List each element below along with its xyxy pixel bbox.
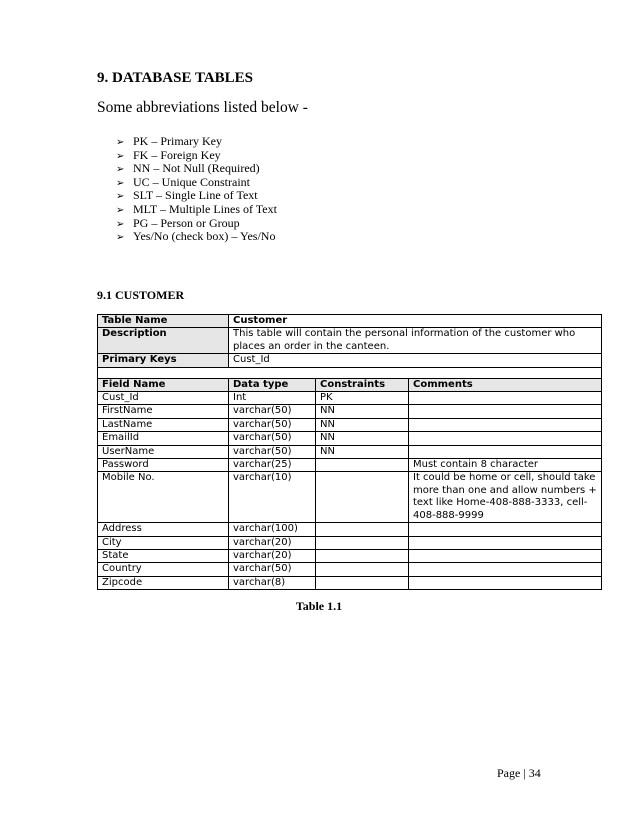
table-row (98, 576, 602, 589)
table-cell: varchar(20) (229, 536, 316, 549)
arrow-bullet-icon: ➢ (116, 137, 125, 148)
table-cell (316, 459, 409, 472)
table-row (98, 392, 602, 405)
table-cell (409, 432, 602, 445)
spacer-cell (98, 367, 602, 378)
table-cell (409, 445, 602, 458)
table-cell (409, 563, 602, 576)
meta-value: Cust_Id (229, 354, 602, 367)
abbreviation-text: PK – Primary Key (133, 134, 222, 148)
column-header: Constraints (316, 378, 409, 391)
table-cell (409, 418, 602, 431)
table-caption: Table 1.1 (295, 599, 343, 613)
table-row (98, 432, 602, 445)
table-cell (316, 472, 409, 523)
meta-label: Primary Keys (98, 354, 229, 367)
abbreviation-text: MLT – Multiple Lines of Text (133, 201, 277, 216)
table-cell: varchar(50) (229, 445, 316, 458)
table-cell: varchar(25) (229, 459, 316, 472)
meta-label: Table Name (98, 315, 229, 328)
table-cell (316, 523, 409, 536)
subsection-title: 9.1 CUSTOMER (97, 288, 185, 302)
table-cell: Zipcode (98, 576, 229, 589)
table-cell: varchar(50) (229, 432, 316, 445)
arrow-bullet-icon: ➢ (116, 191, 125, 203)
table-cell: State (98, 549, 229, 562)
table-cell (409, 576, 602, 589)
table-row (98, 549, 602, 562)
column-header: Comments (409, 378, 602, 391)
table-cell: Address (98, 523, 229, 536)
abbreviation-text: FK – Foreign Key (133, 147, 221, 162)
table-cell: Password (98, 459, 229, 472)
table-cell: Int (229, 392, 316, 405)
table-cell (409, 549, 602, 562)
meta-label: Description (98, 328, 229, 354)
table-row (98, 328, 602, 354)
meta-value: This table will contain the personal information of the customer who places an order in the canteen. (229, 328, 602, 354)
table-row (98, 445, 602, 458)
abbreviation-list (116, 135, 277, 244)
column-header: Field Name (98, 378, 229, 391)
arrow-bullet-icon: ➢ (116, 177, 125, 189)
table-cell: Must contain 8 character (409, 459, 602, 472)
table-cell (316, 576, 409, 589)
table-cell: NN (316, 405, 409, 418)
table-cell: LastName (98, 418, 229, 431)
table-row (98, 563, 602, 576)
table-cell: varchar(50) (229, 563, 316, 576)
table-cell (409, 523, 602, 536)
section-heading: 9. DATABASE TABLES (97, 70, 254, 86)
list-item (116, 217, 277, 231)
table-row (98, 523, 602, 536)
table-cell: varchar(20) (229, 549, 316, 562)
table-cell (316, 536, 409, 549)
table-row (98, 315, 602, 328)
arrow-bullet-icon: ➢ (116, 150, 125, 162)
list-item (116, 162, 277, 176)
list-item (116, 230, 277, 244)
table-cell: varchar(10) (229, 472, 316, 523)
table-cell: UserName (98, 445, 229, 458)
abbreviation-text: SLT – Single Line of Text (133, 188, 258, 203)
arrow-bullet-icon: ➢ (116, 218, 125, 230)
list-item (116, 203, 277, 217)
table-cell (409, 536, 602, 549)
column-header: Data type (229, 378, 316, 391)
abbreviation-text: UC – Unique Constraint (133, 174, 250, 189)
list-item (116, 176, 277, 190)
table-row (98, 354, 602, 367)
table-cell: Cust_Id (98, 392, 229, 405)
meta-value: Customer (229, 315, 602, 328)
table-cell: FirstName (98, 405, 229, 418)
table-cell: EmailId (98, 432, 229, 445)
table-spacer-row (98, 367, 602, 378)
table-cell: PK (316, 392, 409, 405)
table-cell: City (98, 536, 229, 549)
table-row (98, 418, 602, 431)
arrow-bullet-icon: ➢ (116, 204, 125, 216)
abbreviation-text: Yes/No (check box) – Yes/No (133, 229, 276, 244)
list-item (116, 149, 277, 163)
arrow-bullet-icon: ➢ (116, 164, 125, 176)
table-cell: NN (316, 432, 409, 445)
intro-text: Some abbreviations listed below - (97, 99, 308, 116)
table-header-row (98, 378, 602, 391)
table-cell: varchar(50) (229, 418, 316, 431)
table-row (98, 536, 602, 549)
table-cell: Country (98, 563, 229, 576)
table-cell (316, 563, 409, 576)
abbreviation-text: NN – Not Null (Required) (133, 161, 260, 176)
customer-table (97, 314, 602, 590)
list-item (116, 135, 277, 149)
table-row (98, 472, 602, 523)
table-cell: varchar(50) (229, 405, 316, 418)
table-cell: varchar(100) (229, 523, 316, 536)
abbreviation-text: PG – Person or Group (133, 215, 240, 230)
arrow-bullet-icon: ➢ (116, 232, 125, 244)
page-number: Page | 34 (497, 766, 541, 780)
table-cell (409, 405, 602, 418)
table-row (98, 459, 602, 472)
table-cell (409, 392, 602, 405)
table-cell: Mobile No. (98, 472, 229, 523)
table-row (98, 405, 602, 418)
table-cell (316, 549, 409, 562)
table-cell: NN (316, 445, 409, 458)
list-item (116, 189, 277, 203)
table-cell: varchar(8) (229, 576, 316, 589)
table-cell: NN (316, 418, 409, 431)
table-cell: It could be home or cell, should take more than one and allow numbers + text like Home-408-888-3333, cell-408-888-9999 (409, 472, 602, 523)
